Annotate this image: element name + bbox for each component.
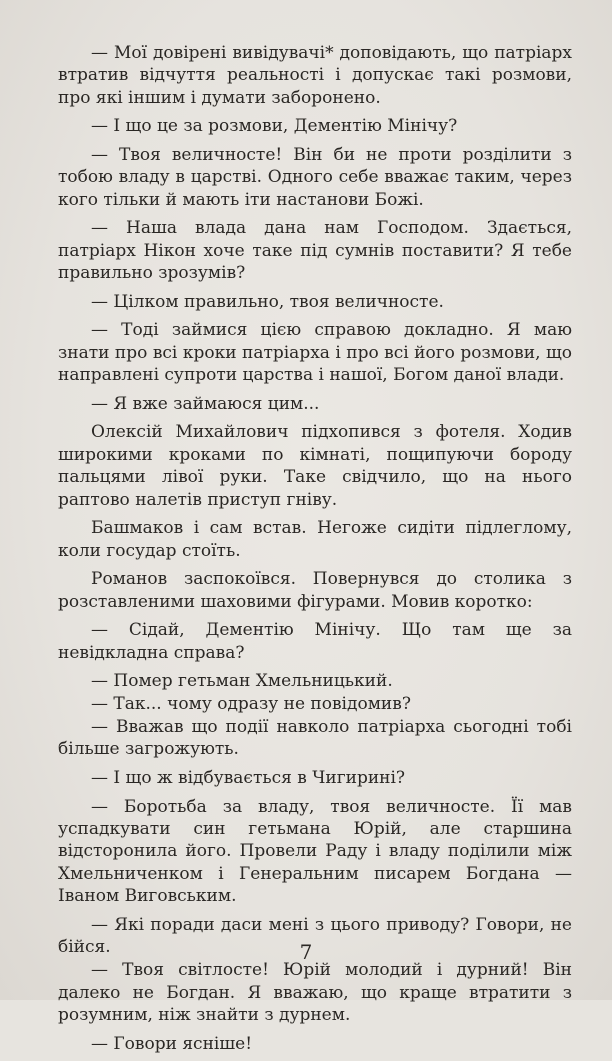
paragraph: Романов заспокоївся. Повернувся до столика з розставленими шаховими фігурами. Мовив коротко: (58, 569, 572, 612)
paragraph: — Цілком правильно, твоя величносте. (91, 291, 444, 312)
paragraph: — Тоді займися цією справою докладно. Я маю знати про всі кроки патріарха і про всі його розмови, що направлені супроти царства і нашої, Богом даної влади. (58, 320, 572, 386)
paragraph: — Твоя величносте! Він би не проти розділити з тобою владу в царстві. Одного себе вважає таким, через кого тільки й мають іти настанови Божі. (58, 145, 572, 210)
paragraph: Олексій Михайлович підхопився з фотеля. Ходив широкими кроками по кімнаті, пощипуючи бороду пальцями лівої руки. Таке свідчило, що на нього раптово налетів приступ гніву. (58, 422, 572, 510)
paragraph: — Наша влада дана нам Господом. Здається, патріарх Нікон хоче таке під сумнів поставити? Я тебе правильно зрозумів? (58, 218, 572, 284)
paragraph: — Я вже займаюся цим... (91, 393, 320, 414)
paragraph: — І що це за розмови, Дементію Мінічу? (91, 116, 458, 137)
paragraph: — Боротьба за владу, твоя величносте. Її мав успадкувати син гетьмана Юрій, але старшина відсторонила його. Провели Раду і владу поділили між Хмельниченком і Генеральним писарем Богдана — Іваном Виговським. (58, 796, 572, 907)
paragraph: — Помер гетьман Хмельницький. (91, 671, 393, 692)
paragraph: — І що ж відбувається в Чигирині? (91, 768, 406, 789)
page-text (58, 42, 572, 1061)
paragraph: — Так... чому одразу не повідомив? (91, 694, 411, 715)
paragraph: — Які поради даси мені з цього приводу? Говори, не бійся. (58, 914, 572, 958)
paragraph: — Говори ясніше! (91, 1033, 253, 1054)
page-number: 7 (299, 940, 313, 964)
paragraph: — Твоя світлосте! Юрій молодий і дурний! Він далеко не Богдан. Я вважаю, що краще втратити з розумним, ніж знайти з дурнем. (58, 960, 572, 1025)
paragraph: — Вважав що події навколо патріарха сьогодні тобі більше загрожують. (58, 717, 572, 760)
paragraph: — Мої довірені вивідувачі* доповідають, що патріарх втратив відчуття реальності і допускає такі розмови, про які іншим і думати заборонено. (58, 43, 572, 108)
paragraph: — Сідай, Дементію Мінічу. Що там ще за невідкладна справа? (58, 620, 572, 663)
paragraph: Башмаков і сам встав. Негоже сидіти підлеглому, коли государ стоїть. (58, 518, 572, 561)
